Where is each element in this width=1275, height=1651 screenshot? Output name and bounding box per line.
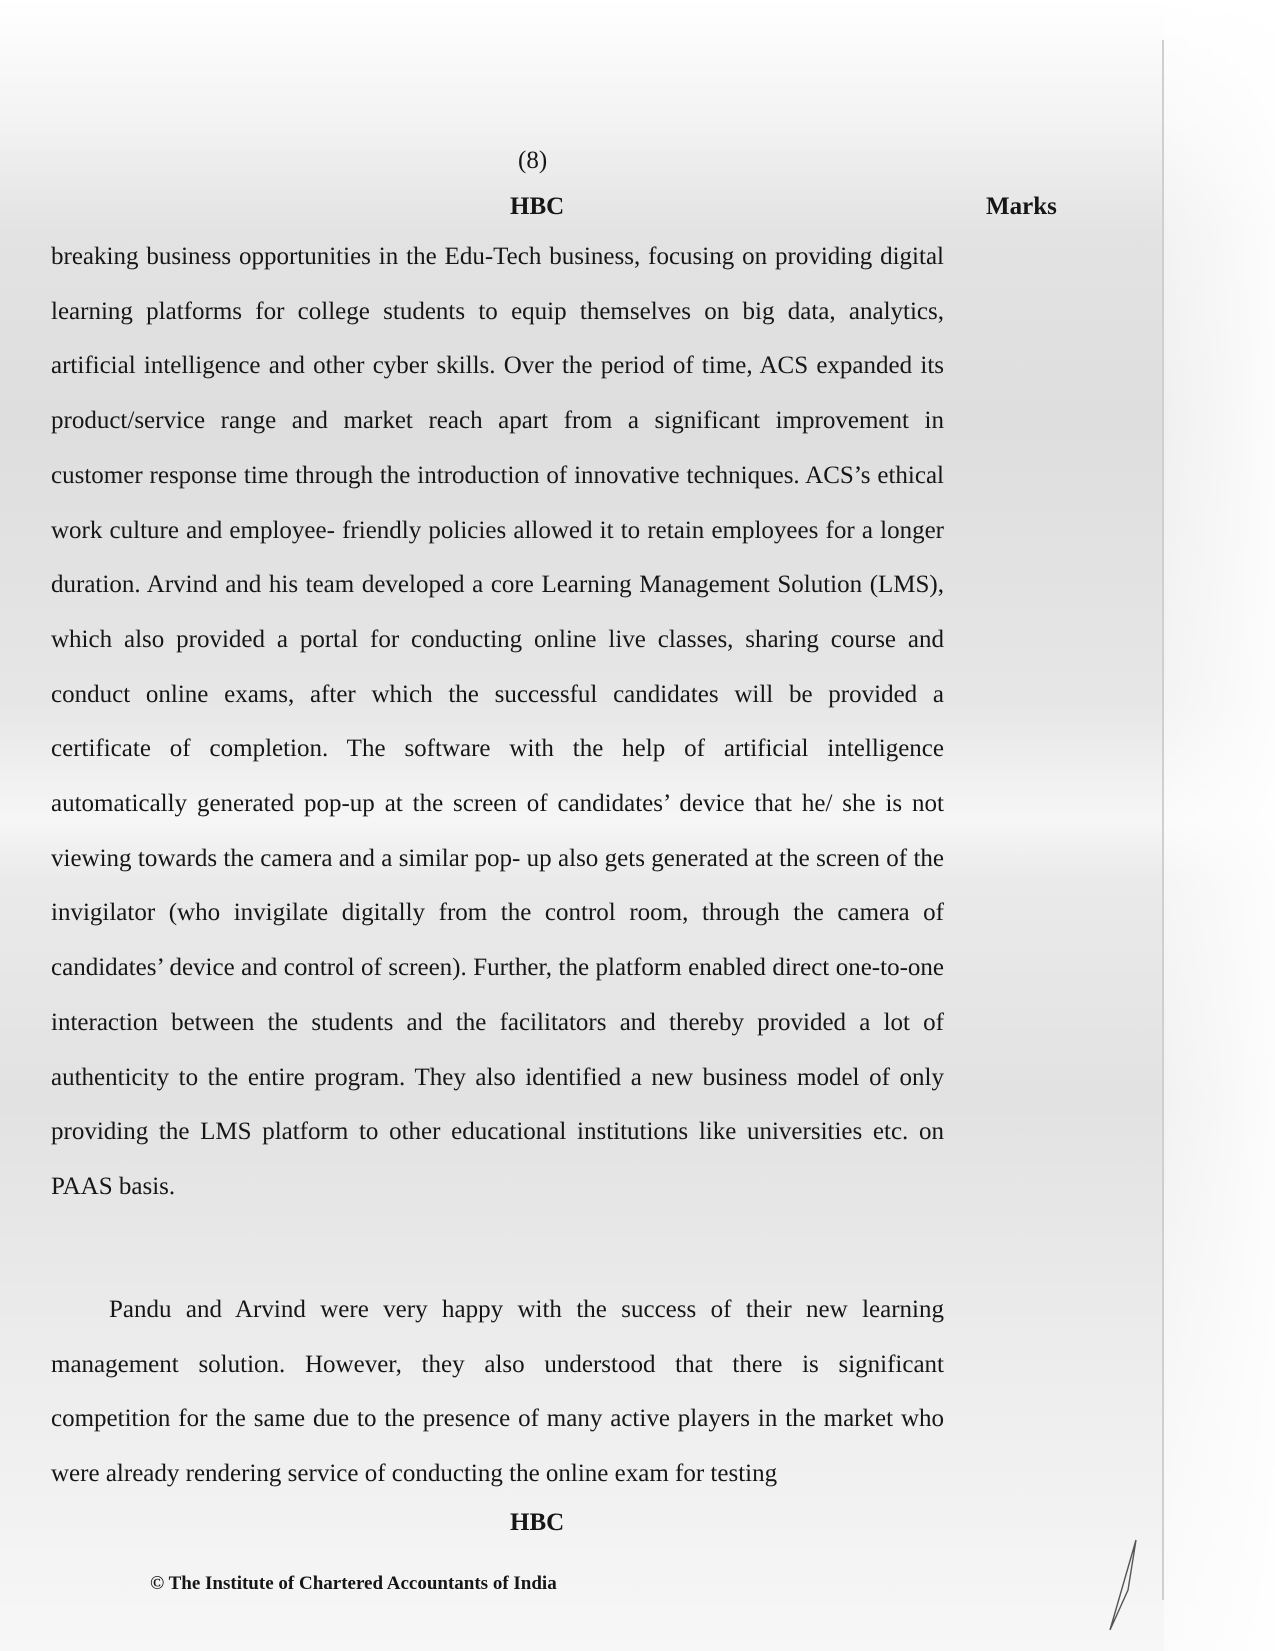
case-paragraph-pandu-arvind: Pandu and Arvind were very happy with the success of their new learning management solution. However, they also understood that there is significant competition for the same due to the presence of many active players in the market who were already rendering service of conducting the online exam for testing: [51, 1296, 944, 1488]
pen-stroke-mark: [1100, 1520, 1180, 1640]
marks-column-label: Marks: [986, 193, 1057, 220]
page-edge-fade: [1164, 0, 1275, 1651]
header-paper-code: HBC: [510, 193, 565, 220]
copyright-notice: © The Institute of Chartered Accountants of India: [150, 1573, 557, 1594]
case-paragraph-continued: breaking business opportunities in the Edu-Tech business, focusing on providing digital learning platforms for college students to equip themselves on big data, analytics, artificial intelligence and other cyber skills. Over the period of time, ACS expanded its product/service range and market reach apart from a significant improvement in customer response time through the introduction of innovative techniques. ACS’s ethical work culture and employee- friendly policies allowed it to retain employees for a longer duration. Arvind and his team developed a core Learning Management Solution (LMS), which also provided a portal for conducting online live classes, sharing course and conduct online exams, after which the successful candidates will be provided a certificate of completion. The software with the help of artificial intelligence automatically generated pop-up at the screen of candidates’ device that he/ she is not viewing towards the camera and a similar pop- up also gets generated at the screen of the invigilator (who invigilate digitally from the control room, through the camera of candidates’ device and control of screen). Further, the platform enabled direct one-to-one interaction between the students and the facilitators and thereby provided a lot of authenticity to the entire program. They also identified a new business model of only providing the LMS platform to other educational institutions like universities etc. on PAAS basis.: [51, 243, 944, 1200]
page-number: (8): [518, 147, 548, 174]
footer-paper-code: HBC: [510, 1509, 565, 1536]
